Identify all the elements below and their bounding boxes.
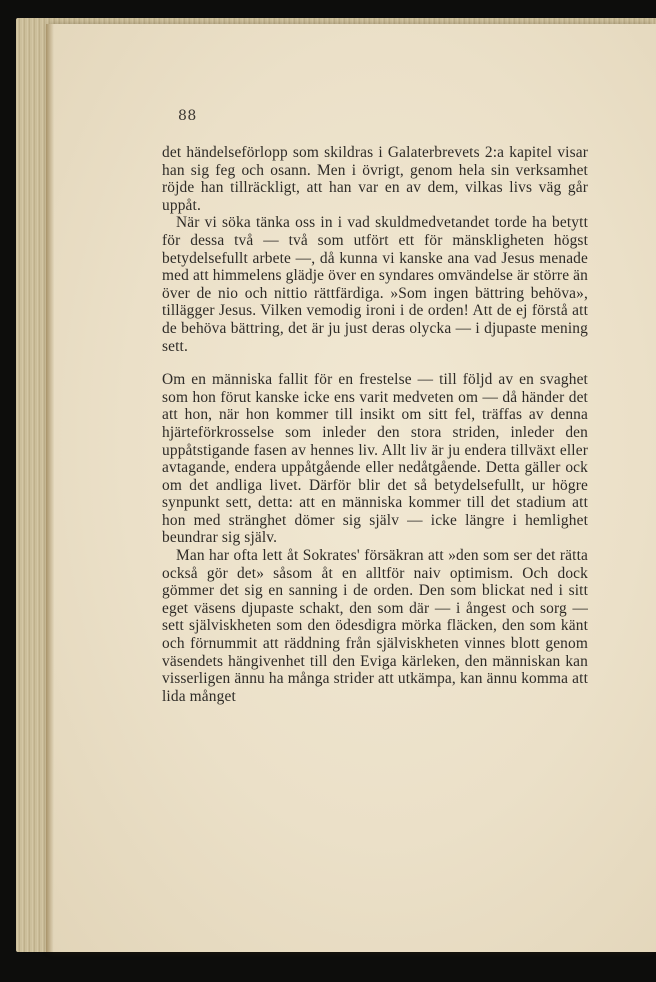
paragraph-4: Man har ofta lett åt Sokrates' försäkran att »den som ser det rätta också gör det» såsom åt en alltför naiv optimism. Och dock gömmer det sig en sanning i de orden. Den som blickat ned i sitt eget väsens djupaste schakt, den som där — i ångest och sorg — sett själviskheten som den ödesdigra mörka fläcken, den som känt och förnummit att räddning från själviskheten vinnes blott genom väsendets hängivenhet till den Eviga kärleken, den människan kan visserligen ännu ha många strider att utkämpa, kan ännu komma att lida månget: [162, 547, 588, 705]
paragraph-2: När vi söka tänka oss in i vad skuldmedvetandet torde ha betytt för dessa två — två som utfört ett för mänskligheten högst betydelsefullt arbete —, då kunna vi kanske ana vad Jesus menade med att himmelens glädje över en syndares omvändelse är större än över de nio och nittio rättfärdiga. »Som ingen bättring behöva», tillägger Jesus. Vilken vemodig ironi i de orden! Att de ej förstå att de behöva bättring, det är ju just deras olycka — i djupaste mening sett.: [162, 214, 589, 355]
page-number: 88: [178, 108, 197, 124]
paragraph-gap: [162, 355, 588, 371]
paragraph-3: Om en människa fallit för en frestelse — till följd av en svaghet som hon förut kanske icke ens varit medveten om — då händer det att hon, när hon kommer till insikt om sitt fel, träffas av denna hjärteförkrosselse som inleder den stora striden, inleder den uppåtstigande fasen av hennes liv. Allt liv är ju endera tillväxt eller avtagande, endera uppåtgående eller nedåtgående. Detta gäller ock om det andliga livet. Därför blir det så betydelsefullt, ur högre synpunkt sett, detta: att en människa kommer till det stadium att hon med stränghet dömer sig själv — icke längre i hemlighet beundrar sig själv.: [162, 371, 588, 547]
paragraph-1: det händelseförlopp som skildras i Galaterbrevets 2:a kapitel visar han sig feg och osann. Men i övrigt, genom hela sin verksamhet röjde han tillräckligt, att han var en av dem, vilkas livs väg går uppåt.: [162, 144, 588, 214]
body-text: [162, 144, 588, 705]
